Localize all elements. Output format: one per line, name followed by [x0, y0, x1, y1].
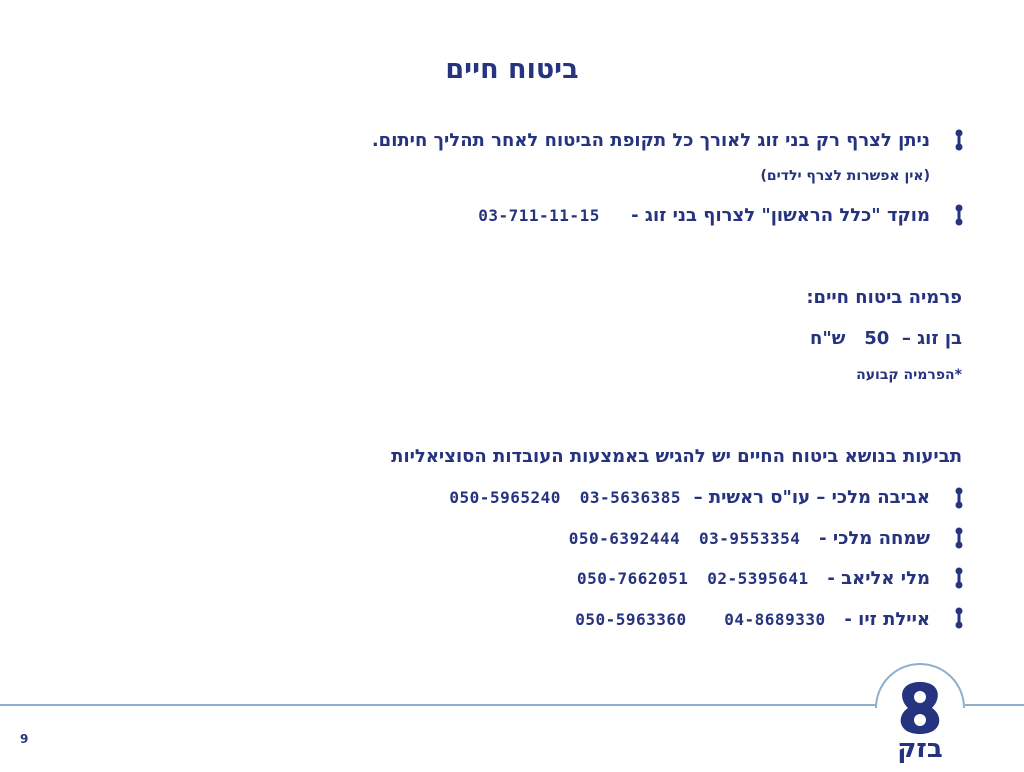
premium-fixed-note: *הפרמיה קבועה	[856, 367, 962, 383]
logo-text: בזק	[897, 734, 943, 764]
premium-heading: פרמיה ביטוח חיים:	[806, 287, 962, 308]
call-center-label: מוקד "כלל הראשון" לצרוף בני זוג -	[631, 205, 930, 226]
bullet-icon	[952, 527, 966, 549]
bullet-icon	[952, 607, 966, 629]
premium-spouse-line	[810, 328, 962, 349]
bullet-icon	[952, 129, 966, 151]
bullet-icon	[952, 567, 966, 589]
footer-rule	[0, 704, 876, 706]
call-center-line	[478, 205, 930, 226]
bullet-text-spouses-only: ניתן לצרף רק בני זוג לאורך כל תקופת הביטוח לאחר תהליך חיתום.	[371, 130, 930, 151]
contact-phone-mobile: 050-6392444	[568, 529, 681, 548]
footer-rule-right	[965, 704, 1024, 706]
contact-name: שמחה מלכי -	[819, 528, 930, 549]
slide-title: ביטוח חיים	[445, 54, 579, 85]
note-no-children: (אין אפשרות לצרף ילדים)	[760, 168, 930, 184]
premium-currency: ש"ח	[810, 328, 846, 349]
contact-phone-office: 04-8689330	[724, 610, 826, 629]
contact-row	[577, 568, 930, 589]
contact-name: איילת זיו -	[844, 609, 930, 630]
call-center-phone: 03-711-11-15	[478, 206, 600, 225]
contact-name: מלי אליאב -	[827, 568, 930, 589]
contact-phone-office: 03-9553354	[699, 529, 801, 548]
contact-row	[449, 487, 930, 508]
contact-phone-mobile: 050-7662051	[576, 569, 689, 588]
contact-phone-office: 02-5395641	[707, 569, 809, 588]
claims-heading: תביעות בנושא ביטוח החיים יש להגיש באמצעות העובדות הסוציאליות	[391, 446, 962, 467]
premium-spouse-label: בן זוג –	[901, 328, 962, 349]
contact-phone-mobile: 050-5965240	[449, 488, 561, 507]
contact-phone-office: 03-5636385	[579, 488, 682, 507]
premium-amount: 50	[864, 328, 890, 349]
bezeq-logo	[868, 660, 972, 768]
page-number: 9	[20, 732, 29, 746]
contact-phone-mobile: 050-5963360	[575, 610, 687, 629]
contact-row	[575, 609, 930, 630]
contact-name: אביבה מלכי – עו"ס ראשית –	[693, 487, 930, 508]
bullet-icon	[952, 204, 966, 226]
bullet-icon	[952, 487, 966, 509]
contact-row	[569, 528, 930, 549]
